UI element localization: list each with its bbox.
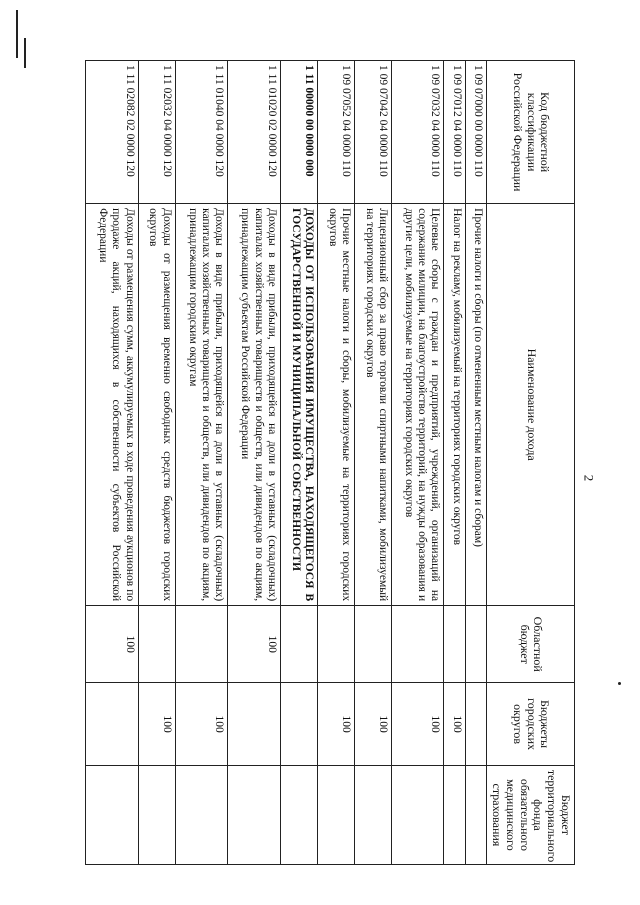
table-row	[86, 61, 139, 865]
row-name: Доходы от размещения временно свободных средств бюджетов городских округов	[138, 204, 175, 606]
row-code: 1 09 07012 04 0000 110	[444, 61, 465, 204]
row-municipal	[465, 683, 486, 766]
row-fund	[138, 765, 175, 864]
row-fund	[86, 765, 139, 864]
row-name: Целевые сборы с граждан и предприятий, учреждений, организаций на содержание милиции, на благоустройство территорий, на нужды образования и другие цели, мобилизуемые на территориях городских округов	[391, 204, 444, 606]
row-fund	[354, 765, 391, 864]
row-regional: 100	[86, 606, 139, 683]
row-regional	[138, 606, 175, 683]
row-fund	[175, 765, 228, 864]
table-row	[175, 61, 228, 865]
header-municipal: Бюджеты городских округов	[487, 683, 575, 766]
table-header-row	[487, 61, 575, 865]
row-code: 1 11 01020 02 0000 120	[228, 61, 281, 204]
row-name: Доходы от размещения сумм, аккумулируемых в ходе проведения аукционов по продаже акций, находящихся в собственности субъектов Российской Федерации	[86, 204, 139, 606]
row-code: 1 11 00000 00 0000 000	[280, 61, 317, 204]
row-municipal: 100	[138, 683, 175, 766]
row-fund	[465, 765, 486, 864]
page-number: 2	[581, 474, 597, 482]
row-name: Прочие местные налоги и сборы, мобилизуемые на территориях городских округов	[317, 204, 354, 606]
rotated-page-content	[45, 60, 575, 865]
row-fund	[228, 765, 281, 864]
row-name: Прочие налоги и сборы (по отмененным местным налогам и сборам)	[465, 204, 486, 606]
row-regional: 100	[228, 606, 281, 683]
row-regional	[317, 606, 354, 683]
row-municipal: 100	[354, 683, 391, 766]
table-row	[317, 61, 354, 865]
header-regional: Областной бюджет	[487, 606, 575, 683]
table-row	[444, 61, 465, 865]
row-regional	[175, 606, 228, 683]
row-regional	[391, 606, 444, 683]
row-municipal	[280, 683, 317, 766]
row-name: Доходы в виде прибыли, приходящейся на доли в уставных (складочных) капиталах хозяйственных товариществ и обществ, или дивидендов по акциям, принадлежащим субъектам Российской Федерации	[228, 204, 281, 606]
row-municipal: 100	[317, 683, 354, 766]
row-fund	[317, 765, 354, 864]
row-code: 1 11 02032 04 0000 120	[138, 61, 175, 204]
row-municipal: 100	[444, 683, 465, 766]
table-row	[138, 61, 175, 865]
row-regional	[444, 606, 465, 683]
row-fund	[444, 765, 465, 864]
row-code: 1 11 01040 04 0000 120	[175, 61, 228, 204]
row-fund	[391, 765, 444, 864]
row-code: 1 09 07000 00 0000 110	[465, 61, 486, 204]
row-name: Лицензионный сбор за право торговли спиртными напитками, мобилизуемый на территориях городских округов	[354, 204, 391, 606]
table-row	[280, 61, 317, 865]
row-municipal	[228, 683, 281, 766]
revenue-classification-table	[85, 60, 575, 865]
row-fund	[280, 765, 317, 864]
header-name: Наименование дохода	[487, 204, 575, 606]
row-regional	[354, 606, 391, 683]
row-municipal: 100	[175, 683, 228, 766]
table-row	[354, 61, 391, 865]
row-municipal: 100	[391, 683, 444, 766]
header-fund: Бюджет территориального фонда обязательного медицинского страхования	[487, 765, 575, 864]
row-name: ДОХОДЫ ОТ ИСПОЛЬЗОВАНИЯ ИМУЩЕСТВА, НАХОДЯЩЕГОСЯ В ГОСУДАРСТВЕННОЙ И МУНИЦИПАЛЬНОЙ СОБСТВЕННОСТИ	[280, 204, 317, 606]
row-name: Налог на рекламу, мобилизуемый на территориях городских округов	[444, 204, 465, 606]
table-row	[391, 61, 444, 865]
row-code: 1 09 07042 04 0000 110	[354, 61, 391, 204]
row-code: 1 11 02082 02 0000 120	[86, 61, 139, 204]
header-code: Код бюджетной классификации Российской Федерации	[487, 61, 575, 204]
scan-edge-mark	[16, 10, 18, 58]
scan-dot	[618, 682, 621, 685]
row-code: 1 09 07032 04 0000 110	[391, 61, 444, 204]
row-name: Доходы в виде прибыли, приходящейся на доли в уставных (складочных) капиталах хозяйственных товариществ и обществ, или дивидендов по акциям, принадлежащим городским округам	[175, 204, 228, 606]
table-row	[228, 61, 281, 865]
scan-edge-mark	[24, 38, 26, 68]
row-municipal	[86, 683, 139, 766]
row-code: 1 09 07052 04 0000 110	[317, 61, 354, 204]
row-regional	[465, 606, 486, 683]
row-regional	[280, 606, 317, 683]
table-row	[465, 61, 486, 865]
